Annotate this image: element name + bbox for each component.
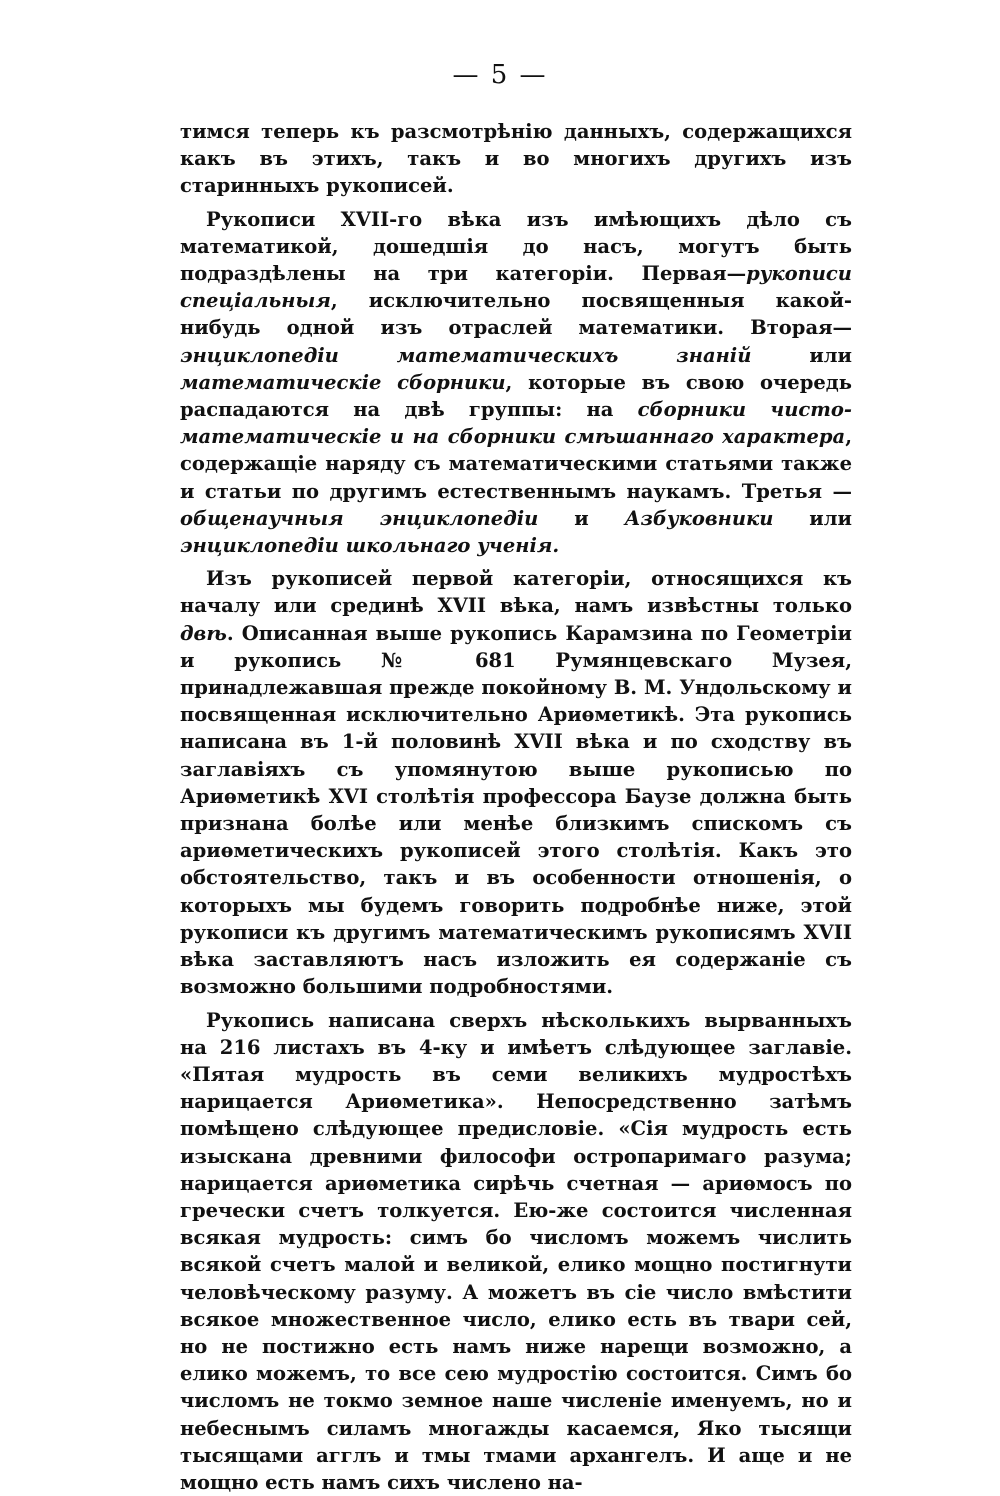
text-run: и — [538, 507, 624, 530]
text-run: или — [773, 507, 852, 530]
paragraph — [180, 118, 852, 200]
italic-text: общенаучныя энциклопедіи — [180, 507, 538, 530]
page-number: — 5 — — [0, 60, 1000, 90]
text-run: Рукописи XVII-го вѣка изъ имѣющихъ дѣло съ математикой, дошедшія до насъ, могутъ быть подраздѣлены на три категоріи. Первая— — [180, 208, 852, 285]
text-run: , исключительно посвященныя какой-нибудь одной изъ отраслей математики. Вторая— — [180, 289, 852, 339]
italic-text: энциклопедіи математическихъ знаній — [180, 344, 751, 367]
italic-text: математическіе сборники — [180, 371, 506, 394]
italic-text: энциклопедіи школьнаго ученія. — [180, 534, 559, 557]
text-run: или — [751, 344, 852, 367]
paragraph — [180, 206, 852, 560]
text-run: . Описанная выше рукопись Карамзина по Геометріи и рукопись № 681 Румянцевскаго Музея, принадлежавшая прежде покойному В. М. Ундольскому и посвященная исключительно Ариѳметикѣ. Эта рукопись написана въ 1-й половинѣ XVII вѣка и по сходству въ заглавіяхъ съ упомянутою выше рукописью по Ариѳметикѣ XVI столѣтія профессора Баузе должна быть признана болѣе или менѣе близкимъ спискомъ съ ариѳметическихъ рукописей этого столѣтія. Какъ это обстоятельство, такъ и въ особенности отношенія, о которыхъ мы будемъ говорить подробнѣе ниже, этой рукописи къ другимъ математическимъ рукописямъ XVII вѣка заставляютъ насъ изложить ея содержаніе съ возможно большими подробностями. — [180, 622, 852, 999]
italic-text: двѣ — [180, 622, 227, 645]
italic-text: сборники чисто-математическіе и на сборники смѣшаннаго характера — [180, 398, 852, 448]
text-run: Рукопись написана сверхъ нѣсколькихъ вырванныхъ на 216 листахъ въ 4-ку и имѣетъ слѣдующее заглавіе. «Пятая мудрость въ семи великихъ мудростѣхъ нарицается Ариѳметика». Непосредственно затѣмъ помѣщено слѣдующее предисловіе. «Сія мудрость есть изыскана древними философи остропаримаго разума; нарицается ариѳметика сирѣчь счетная — ариѳмосъ по гречески счетъ толкуется. Ею-же состоится численная всякая мудрость: симъ бо числомъ можемъ числить всякой счетъ малой и великой, елико мощно постигнути человѣческому разуму. А можетъ въ сіе число вмѣстити всякое множественное число, елико есть въ твари сей, но не постижно есть намъ ниже нарещи возможно, а елико можемъ, то все сею мудростію состоится. Симъ бо числомъ не токмо земное наше численіе именуемъ, но и небеснымъ силамъ многажды касаемся, Яко тысящи тысящами агглъ и тмы тмами архангелъ. И аще и не мощно есть намъ сихъ числено на- — [180, 1009, 852, 1494]
text-run: Изъ рукописей первой категоріи, относящихся къ началу или срединѣ XVII вѣка, намъ извѣстны только — [180, 567, 852, 617]
paragraph — [180, 565, 852, 1000]
text-run: , которые въ свою очередь распадаются на двѣ группы: на — [180, 371, 852, 421]
italic-text: рукописи спеціальныя — [180, 262, 852, 312]
paragraph — [180, 1007, 852, 1496]
italic-text: Азбуковники — [625, 507, 774, 530]
body-text — [180, 118, 852, 1496]
text-run: , содержащіе наряду съ математическими статьями также и статьи по другимъ естественнымъ наукамъ. Третья — — [180, 425, 852, 502]
text-run: тимся теперь къ разсмотрѣнію данныхъ, содержащихся какъ въ этихъ, такъ и во многихъ другихъ изъ старинныхъ рукописей. — [180, 120, 852, 197]
